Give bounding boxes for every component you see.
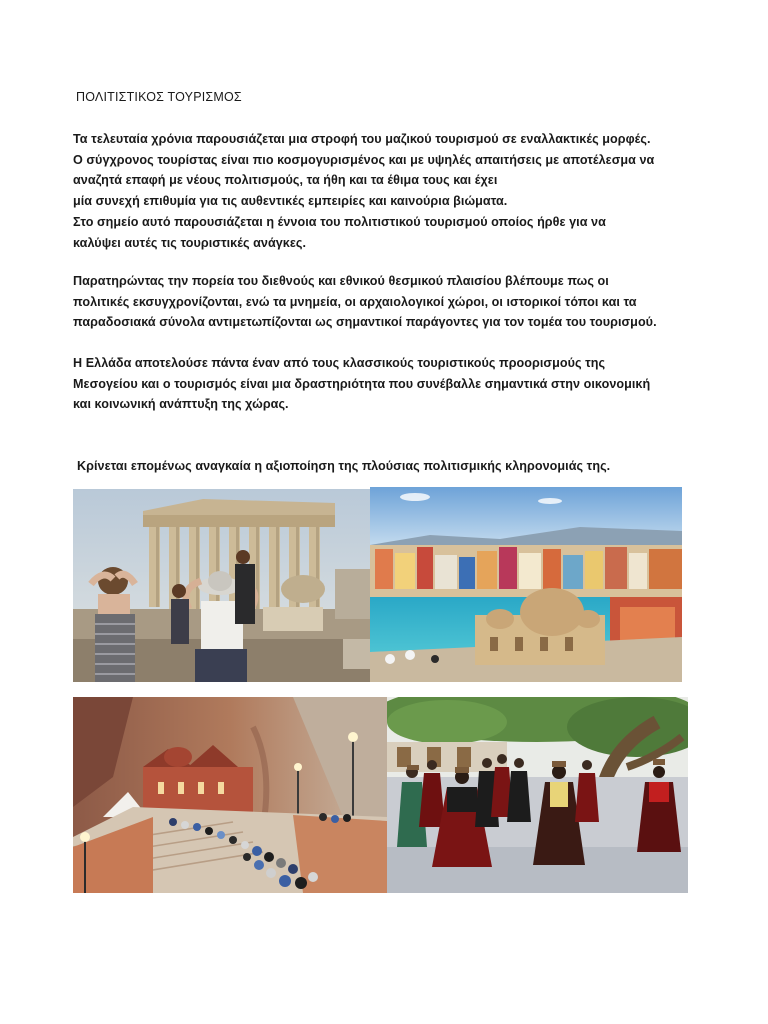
- paragraph-greece-destination: [73, 353, 703, 415]
- text-line: και κοινωνική ανάπτυξη της χώρας.: [73, 397, 289, 412]
- paragraph-institutional-framework: [73, 271, 703, 333]
- text-line: καλύψει αυτές τις τουριστικές ανάγκες.: [73, 235, 307, 250]
- text-line: Παρατηρώντας την πορεία του διεθνούς και εθνικού θεσμικού πλαισίου βλέπουμε πως οι: [73, 274, 609, 288]
- text-line: Ο σύγχρονος τουρίστας είναι πιο κοσμογυρισμένος και με υψηλές απαιτήσεις με αποτέλεσμα να: [73, 152, 655, 167]
- paragraph-conclusion: [77, 456, 707, 477]
- monastery-photo: [73, 697, 387, 893]
- paragraph-intro: [73, 129, 703, 253]
- dancers-photo: [387, 697, 688, 893]
- text-line: παραδοσιακά σύνολα αντιμετωπίζονται ως σημαντικοί παράγοντες για τον τομέα του τουρισμού.: [73, 315, 657, 330]
- document-title: ΠΟΛΙΤΙΣΤΙΚΟΣ ΤΟΥΡΙΣΜΟΣ: [76, 90, 242, 104]
- parthenon-photo: [73, 489, 370, 682]
- text-line: αναζητά επαφή με νέους πολιτισμούς, τα ήθη και τα έθιμα τους και έχει: [73, 173, 498, 188]
- text-line: Στο σημείο αυτό παρουσιάζεται η έννοια του πολιτιστικού τουρισμού οποίος ήρθε για να: [73, 214, 606, 229]
- text-line: πολιτικές εκσυγχρονίζονται, ενώ τα μνημεία, οι αρχαιολογικοί χώροι, οι ιστορικοί τόποι και τα: [73, 294, 637, 309]
- text-line: Η Ελλάδα αποτελούσε πάντα έναν από τους κλασσικούς τουριστικούς προορισμούς της: [73, 356, 606, 370]
- text-line: Μεσογείου και ο τουρισμός είναι μια δραστηριότητα που συνέβαλλε σημαντικά στην οικονομική: [73, 376, 651, 391]
- text-line: μία συνεχή επιθυμία για τις αυθεντικές εμπειρίες και καινούρια βιώματα.: [73, 194, 508, 209]
- text-line: Κρίνεται επομένως αναγκαία η αξιοποίηση της πλούσιας πολιτισμικής κληρονομιάς της.: [77, 459, 611, 473]
- harbor-photo: [370, 487, 682, 682]
- text-line: Τα τελευταία χρόνια παρουσιάζεται μια στροφή του μαζικού τουρισμού σε εναλλακτικές μορφές.: [73, 132, 651, 146]
